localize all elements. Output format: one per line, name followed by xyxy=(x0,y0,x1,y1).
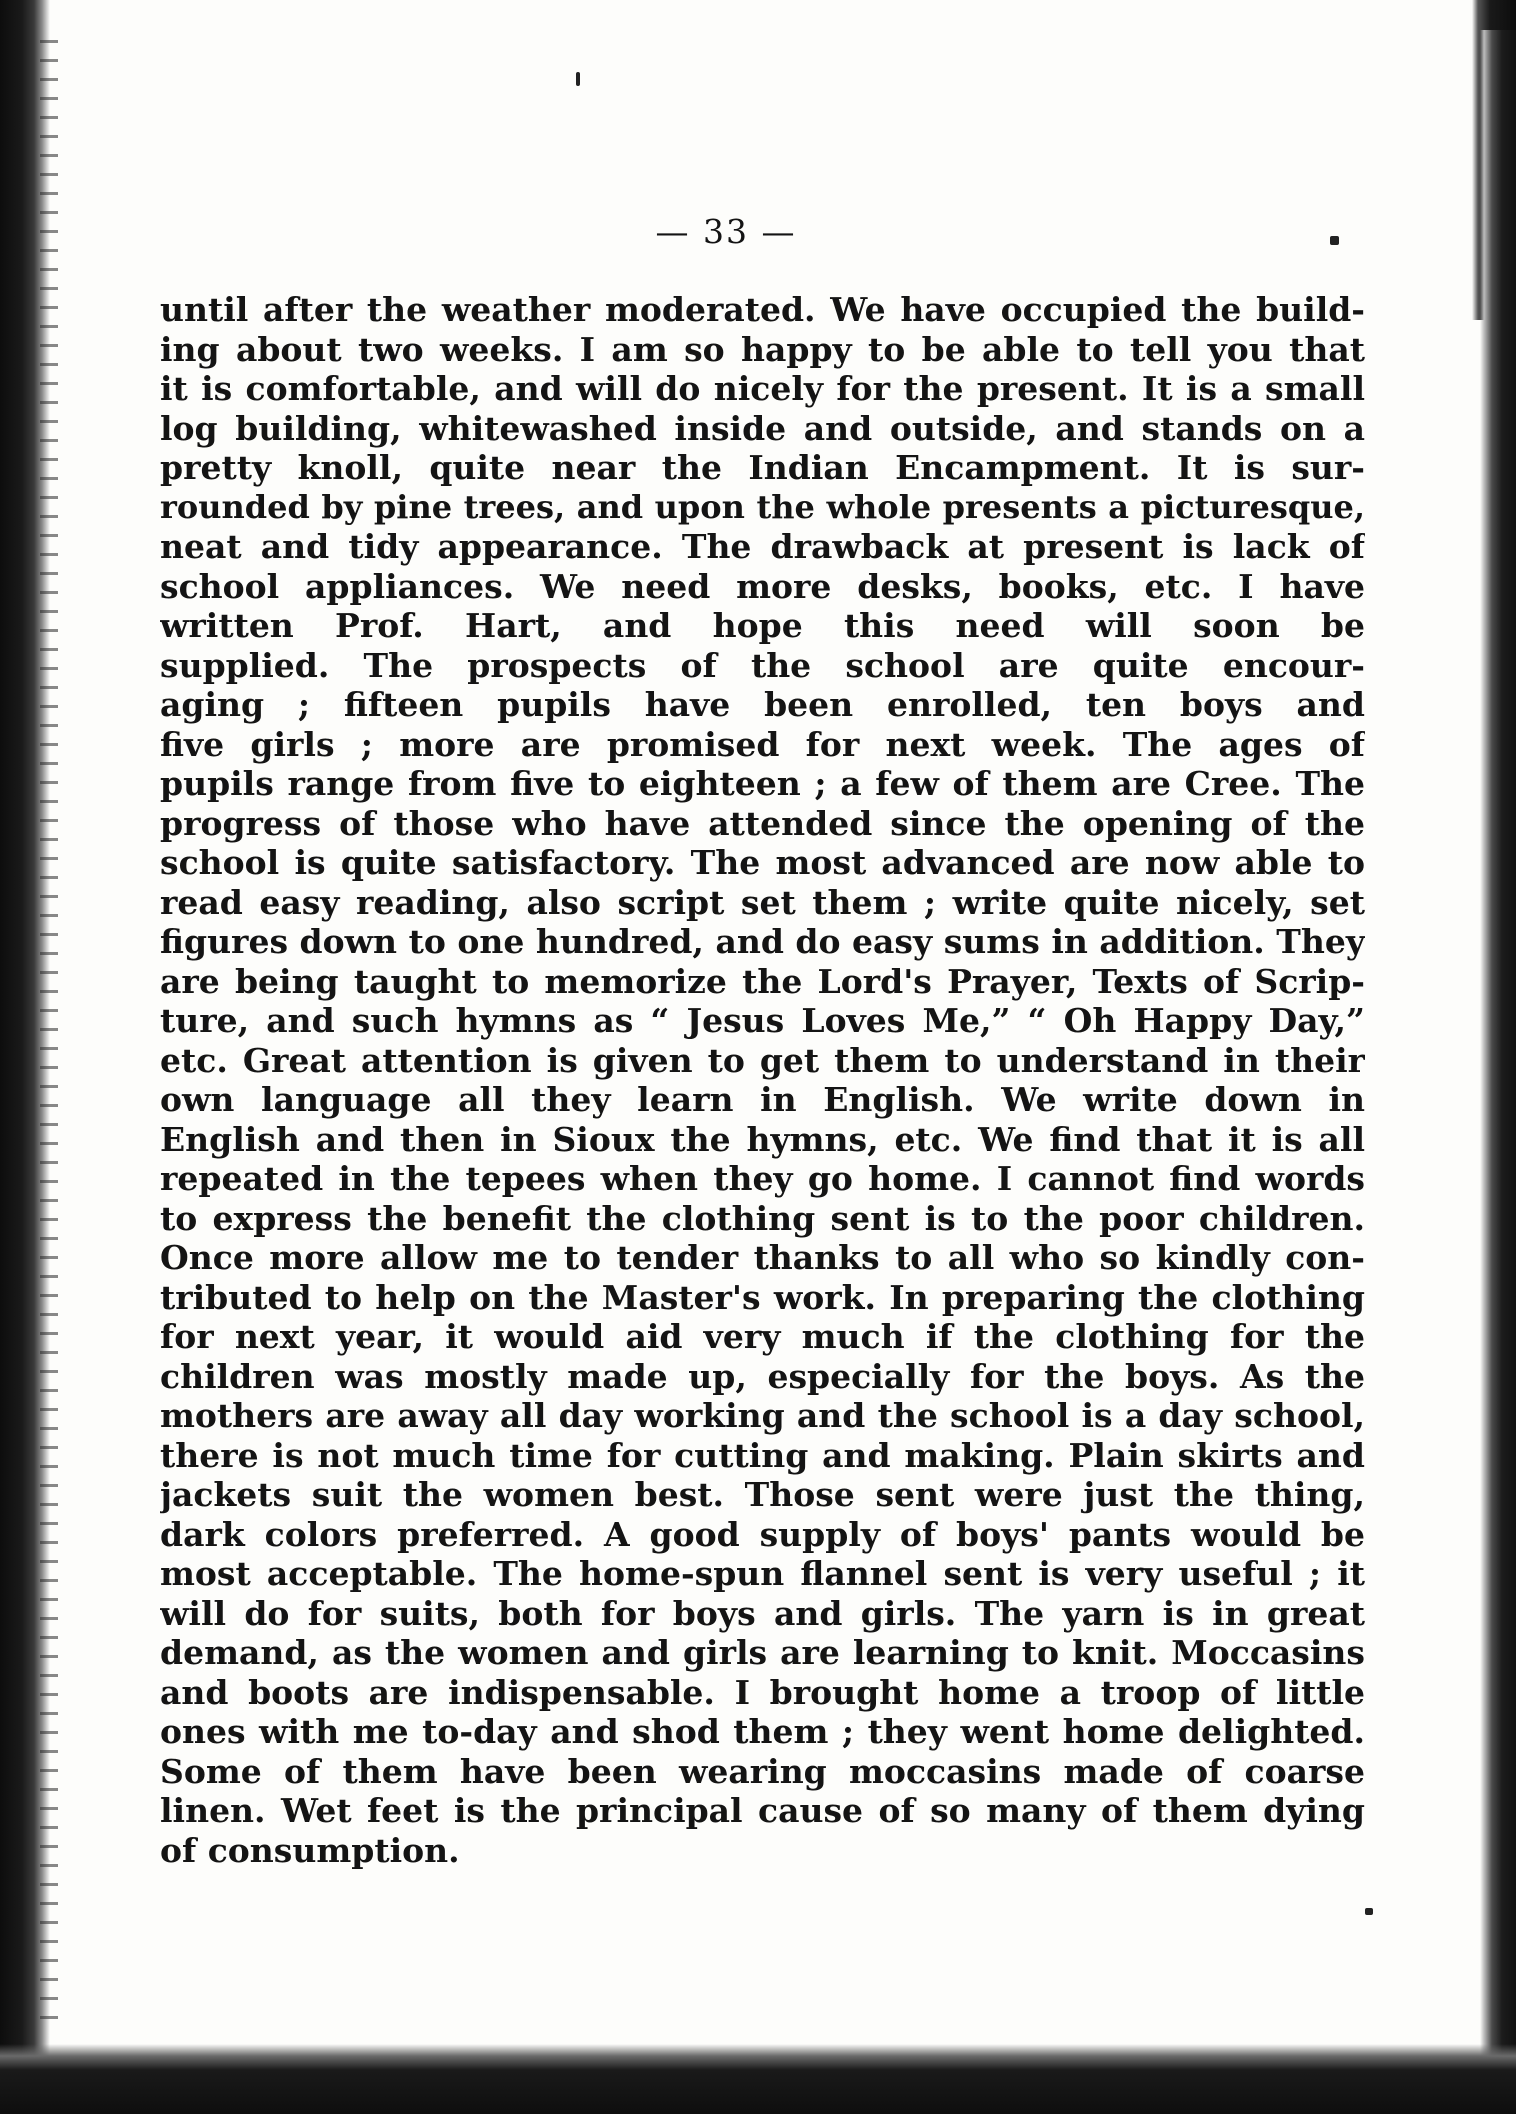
text-line: pupils range from five to eighteen ; a few of them are Cree. The xyxy=(160,764,1365,803)
text-line: will do for suits, both for boys and girls. The yarn is in great xyxy=(160,1593,1365,1633)
body-text xyxy=(160,290,1365,1870)
scan-speck xyxy=(576,72,580,86)
text-line: school is quite satisfactory. The most advanced are now able to xyxy=(160,843,1365,882)
text-line: dark colors preferred. A good supply of boys' pants would be xyxy=(160,1514,1365,1554)
text-line: Once more allow me to tender thanks to all who so kindly con- xyxy=(160,1238,1365,1277)
text-line: jackets suit the women best. Those sent were just the thing, xyxy=(160,1475,1365,1514)
text-line: progress of those who have attended since the opening of the xyxy=(160,803,1365,843)
text-line: tributed to help on the Master's work. In preparing the clothing xyxy=(160,1277,1365,1317)
binding-edge-texture xyxy=(40,40,58,2020)
text-line: ture, and such hymns as “ Jesus Loves Me,” “ Oh Happy Day,” xyxy=(160,1001,1365,1040)
text-line: log building, whitewashed inside and outside, and stands on a xyxy=(160,408,1365,448)
text-line: demand, as the women and girls are learning to knit. Moccasins xyxy=(160,1633,1365,1672)
text-line: written Prof. Hart, and hope this need will soon be xyxy=(160,606,1365,645)
text-line: pretty knoll, quite near the Indian Encampment. It is sur- xyxy=(160,448,1365,487)
text-line: it is comfortable, and will do nicely for the present. It is a small xyxy=(160,369,1365,408)
page-number: — 33 — xyxy=(655,212,797,251)
text-line: own language all they learn in English. We write down in xyxy=(160,1080,1365,1119)
text-line: read easy reading, also script set them ; write quite nicely, set xyxy=(160,882,1365,922)
text-line: ones with me to-day and shod them ; they went home delighted. xyxy=(160,1712,1365,1751)
text-line: Some of them have been wearing moccasins made of coarse xyxy=(160,1751,1365,1791)
text-line: neat and tidy appearance. The drawback at present is lack of xyxy=(160,527,1365,566)
text-line: school appliances. We need more desks, books, etc. I have xyxy=(160,566,1365,606)
text-line: to express the benefit the clothing sent is to the poor children. xyxy=(160,1198,1365,1238)
text-line: aging ; fifteen pupils have been enrolled, ten boys and xyxy=(160,685,1365,724)
text-line: five girls ; more are promised for next week. The ages of xyxy=(160,724,1365,764)
page-edge-shadow-bottom xyxy=(0,2044,1516,2114)
text-line: and boots are indispensable. I brought home a troop of little xyxy=(160,1672,1365,1712)
text-line: mothers are away all day working and the school is a day school, xyxy=(160,1396,1365,1435)
text-line: there is not much time for cutting and making. Plain skirts and xyxy=(160,1435,1365,1475)
text-line: most acceptable. The home-spun flannel sent is very useful ; it xyxy=(160,1554,1365,1593)
text-line: are being taught to memorize the Lord's Prayer, Texts of Scrip- xyxy=(160,961,1365,1001)
page-edge-shadow-right xyxy=(1480,30,1516,2114)
text-line: supplied. The prospects of the school are quite encour- xyxy=(160,645,1365,685)
text-line: etc. Great attention is given to get them to understand in their xyxy=(160,1040,1365,1080)
text-line: linen. Wet feet is the principal cause of so many of them dying xyxy=(160,1791,1365,1830)
text-line: English and then in Sioux the hymns, etc. We find that it is all xyxy=(160,1119,1365,1159)
text-line: figures down to one hundred, and do easy sums in addition. They xyxy=(160,922,1365,961)
text-line: children was mostly made up, especially for the boys. As the xyxy=(160,1356,1365,1396)
text-line: for next year, it would aid very much if the clothing for the xyxy=(160,1317,1365,1356)
scan-speck xyxy=(1365,1908,1373,1915)
text-line: ing about two weeks. I am so happy to be able to tell you that xyxy=(160,329,1365,369)
text-line: rounded by pine trees, and upon the whole presents a picturesque, xyxy=(160,487,1365,526)
text-line: until after the weather moderated. We have occupied the build- xyxy=(160,290,1365,329)
text-line: of consumption. xyxy=(160,1830,460,1870)
text-line: repeated in the tepees when they go home. I cannot find words xyxy=(160,1159,1365,1198)
